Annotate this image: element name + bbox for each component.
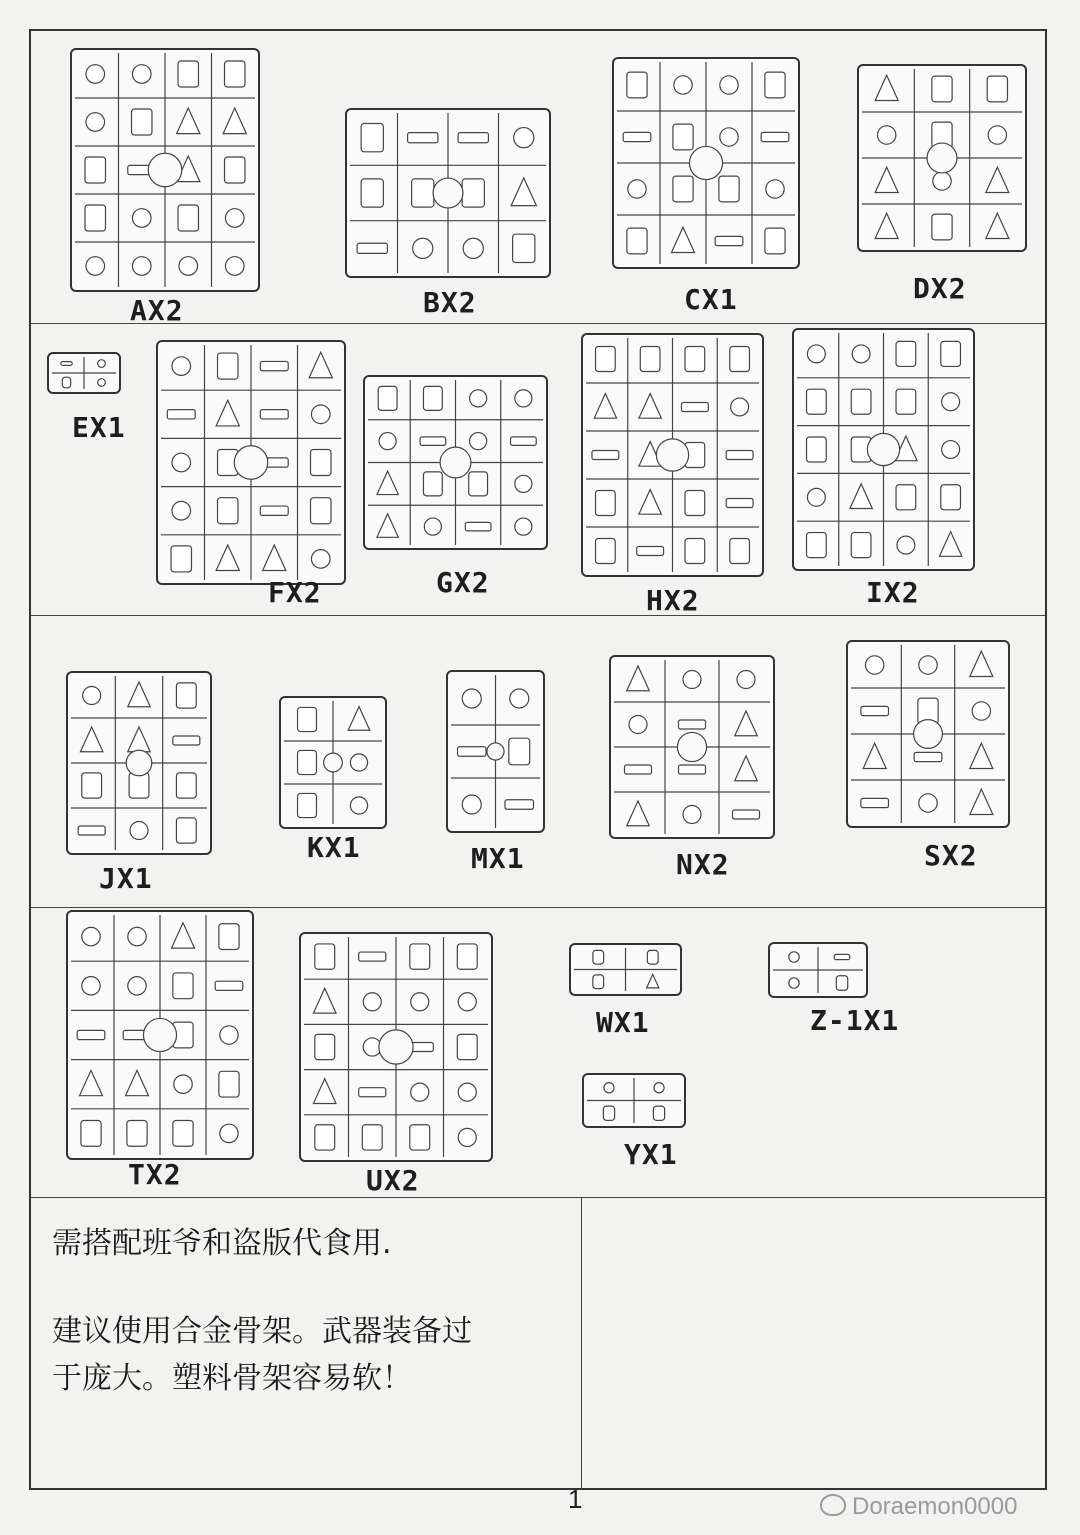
sprue-drawing [301,934,491,1160]
sprue-drawing [584,1075,684,1126]
sprue-z-label: Z-1X1 [810,1004,900,1037]
notes-divider [581,1197,582,1490]
sprue-z [768,942,868,998]
sprue-h [581,333,764,577]
sprue-drawing [68,673,210,853]
sprue-drawing [72,50,258,290]
sprue-b-label: BX2 [423,286,477,319]
note-line-3: 于庞大。塑料骨架容易软！ [52,1361,412,1396]
sprue-w-label: WX1 [596,1006,650,1039]
sprue-t [66,910,254,1160]
sprue-c [612,57,800,269]
sprue-k-label: KX1 [307,831,361,864]
sprue-drawing [347,110,549,276]
sprue-f-label: FX2 [268,576,322,609]
page-number: 1 [568,1484,583,1514]
sprue-drawing [583,335,762,575]
note-line-1: 需搭配班爷和盗版代食用. [52,1226,392,1261]
sprue-a-label: AX2 [130,294,184,327]
sprue-y-label: YX1 [624,1138,678,1171]
row-divider [31,907,1045,908]
sprue-drawing [448,672,543,831]
sprue-m [446,670,545,833]
sprue-drawing [571,945,680,994]
sprue-drawing [365,377,546,548]
sprue-e [47,352,121,394]
sprue-g [363,375,548,550]
sprue-drawing [49,354,119,392]
sprue-w [569,943,682,996]
sprue-drawing [859,66,1025,250]
sprue-a [70,48,260,292]
row-divider [31,615,1045,616]
sprue-t-label: TX2 [128,1158,182,1191]
sprue-k [279,696,387,829]
weibo-icon [820,1494,846,1516]
sprue-u [299,932,493,1162]
watermark [820,1493,1017,1521]
sprue-u-label: UX2 [366,1164,420,1197]
note-line-2: 建议使用合金骨架。武器装备过 [52,1314,472,1349]
sprue-drawing [848,642,1008,826]
sprue-b [345,108,551,278]
sprue-n [609,655,775,839]
sprue-drawing [611,657,773,837]
sprue-d-label: DX2 [913,272,967,305]
sprue-m-label: MX1 [471,842,525,875]
sprue-drawing [158,342,344,583]
sprue-e-label: EX1 [72,411,126,444]
sprue-g-label: GX2 [436,566,490,599]
sprue-j-label: JX1 [99,862,153,895]
sprue-s [846,640,1010,828]
sprue-drawing [68,912,252,1158]
sprue-c-label: CX1 [684,283,738,316]
sprue-drawing [794,330,973,569]
sprue-y [582,1073,686,1128]
sprue-d [857,64,1027,252]
row-divider [31,1197,1045,1198]
sprue-s-label: SX2 [924,839,978,872]
sprue-j [66,671,212,855]
sprue-f [156,340,346,585]
sprue-n-label: NX2 [676,848,730,881]
sprue-h-label: HX2 [646,584,700,617]
watermark-text: Doraemon0000 [852,1493,1018,1520]
sprue-drawing [281,698,385,827]
sprue-i-label: IX2 [866,576,920,609]
sprue-i [792,328,975,571]
sprue-drawing [614,59,798,267]
sprue-drawing [770,944,866,996]
